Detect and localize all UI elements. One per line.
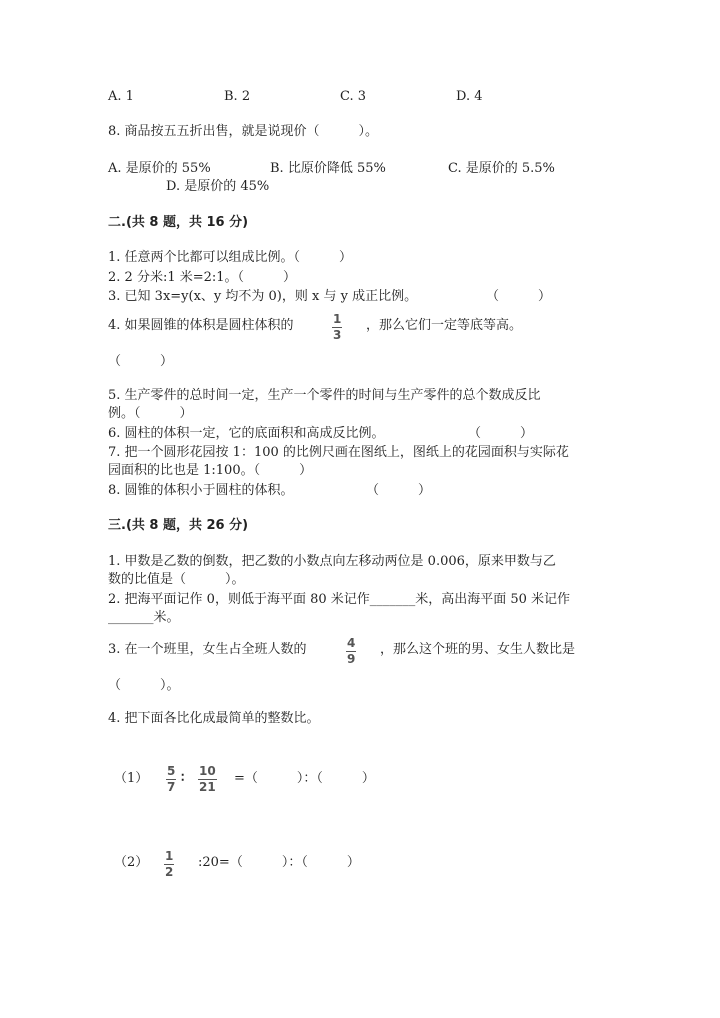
s3-q4-sub1-fraction-a (166, 765, 176, 794)
s3-q4-sub2-fraction (164, 850, 174, 879)
q7-option-b: B. 2 (224, 89, 251, 104)
s3-q4-sub2-answer: :20=（ ）：（ ） (198, 855, 360, 870)
s3-q3-text-after: ，那么这个班的男、女生人数比是 (380, 642, 576, 657)
s2-q6: 6. 圆柱的体积一定，它的底面积和高成反比例。 (108, 426, 385, 441)
s2-q2: 2. 2 分米:1 米=2:1。（ ） (108, 270, 297, 285)
s2-q4-fraction-denominator: 3 (333, 328, 342, 342)
section-3-title: 三.(共 8 题，共 26 分) (108, 518, 249, 533)
section-2-title: 二.(共 8 题，共 16 分) (108, 215, 249, 230)
s3-q3-answer-paren: （ ）。 (108, 678, 180, 693)
q8-option-a: A. 是原价的 55% (108, 161, 211, 176)
s2-q4-fraction (332, 313, 342, 342)
s3-q3-fraction (346, 637, 356, 666)
q8-option-d: D. 是原价的 45% (166, 179, 270, 194)
s2-q3: 3. 已知 3x=y(x、y 均不为 0)，则 x 与 y 成正比例。 (108, 289, 418, 304)
s3-q3-fraction-numerator: 4 (347, 636, 356, 650)
q7-option-d: D. 4 (456, 89, 483, 104)
q7-option-a: A. 1 (108, 89, 134, 104)
s2-q7-line1: 7. 把一个圆形花园按 1：100 的比例尺画在图纸上，图纸上的花园面积与实际花 (108, 445, 569, 460)
s2-q5-line1: 5. 生产零件的总时间一定，生产一个零件的时间与生产零件的总个数成反比 (108, 388, 541, 403)
fraction-denominator: 21 (199, 780, 216, 794)
s2-q7-line2: 园面积的比也是 1:100。（ ） (108, 463, 313, 478)
s3-q4-sub2-label: （2） (114, 855, 149, 870)
fraction-denominator: 2 (165, 865, 174, 879)
q8-option-b: B. 比原价降低 55% (270, 161, 386, 176)
s2-q4-answer-paren: （ ） (108, 354, 174, 369)
s3-q3-text-before: 3. 在一个班里，女生占全班人数的 (108, 642, 307, 657)
s3-q3-fraction-denominator: 9 (347, 652, 356, 666)
s2-q4-text-before: 4. 如果圆锥的体积是圆柱体积的 (108, 318, 294, 333)
s3-q4-sub1-fraction-b (198, 765, 217, 794)
fraction-numerator: 10 (199, 764, 216, 778)
s2-q8: 8. 圆锥的体积小于圆柱的体积。 (108, 483, 294, 498)
fraction-numerator: 1 (165, 849, 174, 863)
fraction-numerator: 5 (167, 764, 176, 778)
s3-q4-sub1-label: （1） (114, 771, 149, 786)
s3-q4-sub1-answer: =（ ）：（ ） (234, 771, 375, 786)
s3-q2-line1: 2. 把海平面记作 0，则低于海平面 80 米记作_______米，高出海平面 50 米记作 (108, 592, 571, 607)
s2-q8-answer-paren: （ ） (366, 483, 432, 498)
s2-q4-fraction-numerator: 1 (333, 312, 342, 326)
q8-stem: 8. 商品按五五折出售，就是说现价（ ）。 (108, 124, 379, 139)
s3-q1-line2: 数的比值是（ ）。 (108, 572, 245, 587)
q7-option-c: C. 3 (340, 89, 367, 104)
s2-q3-answer-paren: （ ） (486, 289, 552, 304)
s2-q5-line2: 例。（ ） (108, 406, 193, 421)
s3-q2-line2: _______米。 (108, 610, 180, 625)
q8-option-c: C. 是原价的 5.5% (448, 161, 555, 176)
s3-q1-line1: 1. 甲数是乙数的倒数，把乙数的小数点向左移动两位是 0.006，原来甲数与乙 (108, 554, 556, 569)
s2-q6-answer-paren: （ ） (468, 426, 534, 441)
s2-q4-text-after: ，那么它们一定等底等高。 (366, 318, 523, 333)
s3-q4-sub1-ratio-colon: ∶ (181, 771, 185, 786)
s2-q1: 1. 任意两个比都可以组成比例。（ ） (108, 250, 353, 265)
s3-q4: 4. 把下面各比化成最简单的整数比。 (108, 711, 320, 726)
fraction-denominator: 7 (167, 780, 176, 794)
